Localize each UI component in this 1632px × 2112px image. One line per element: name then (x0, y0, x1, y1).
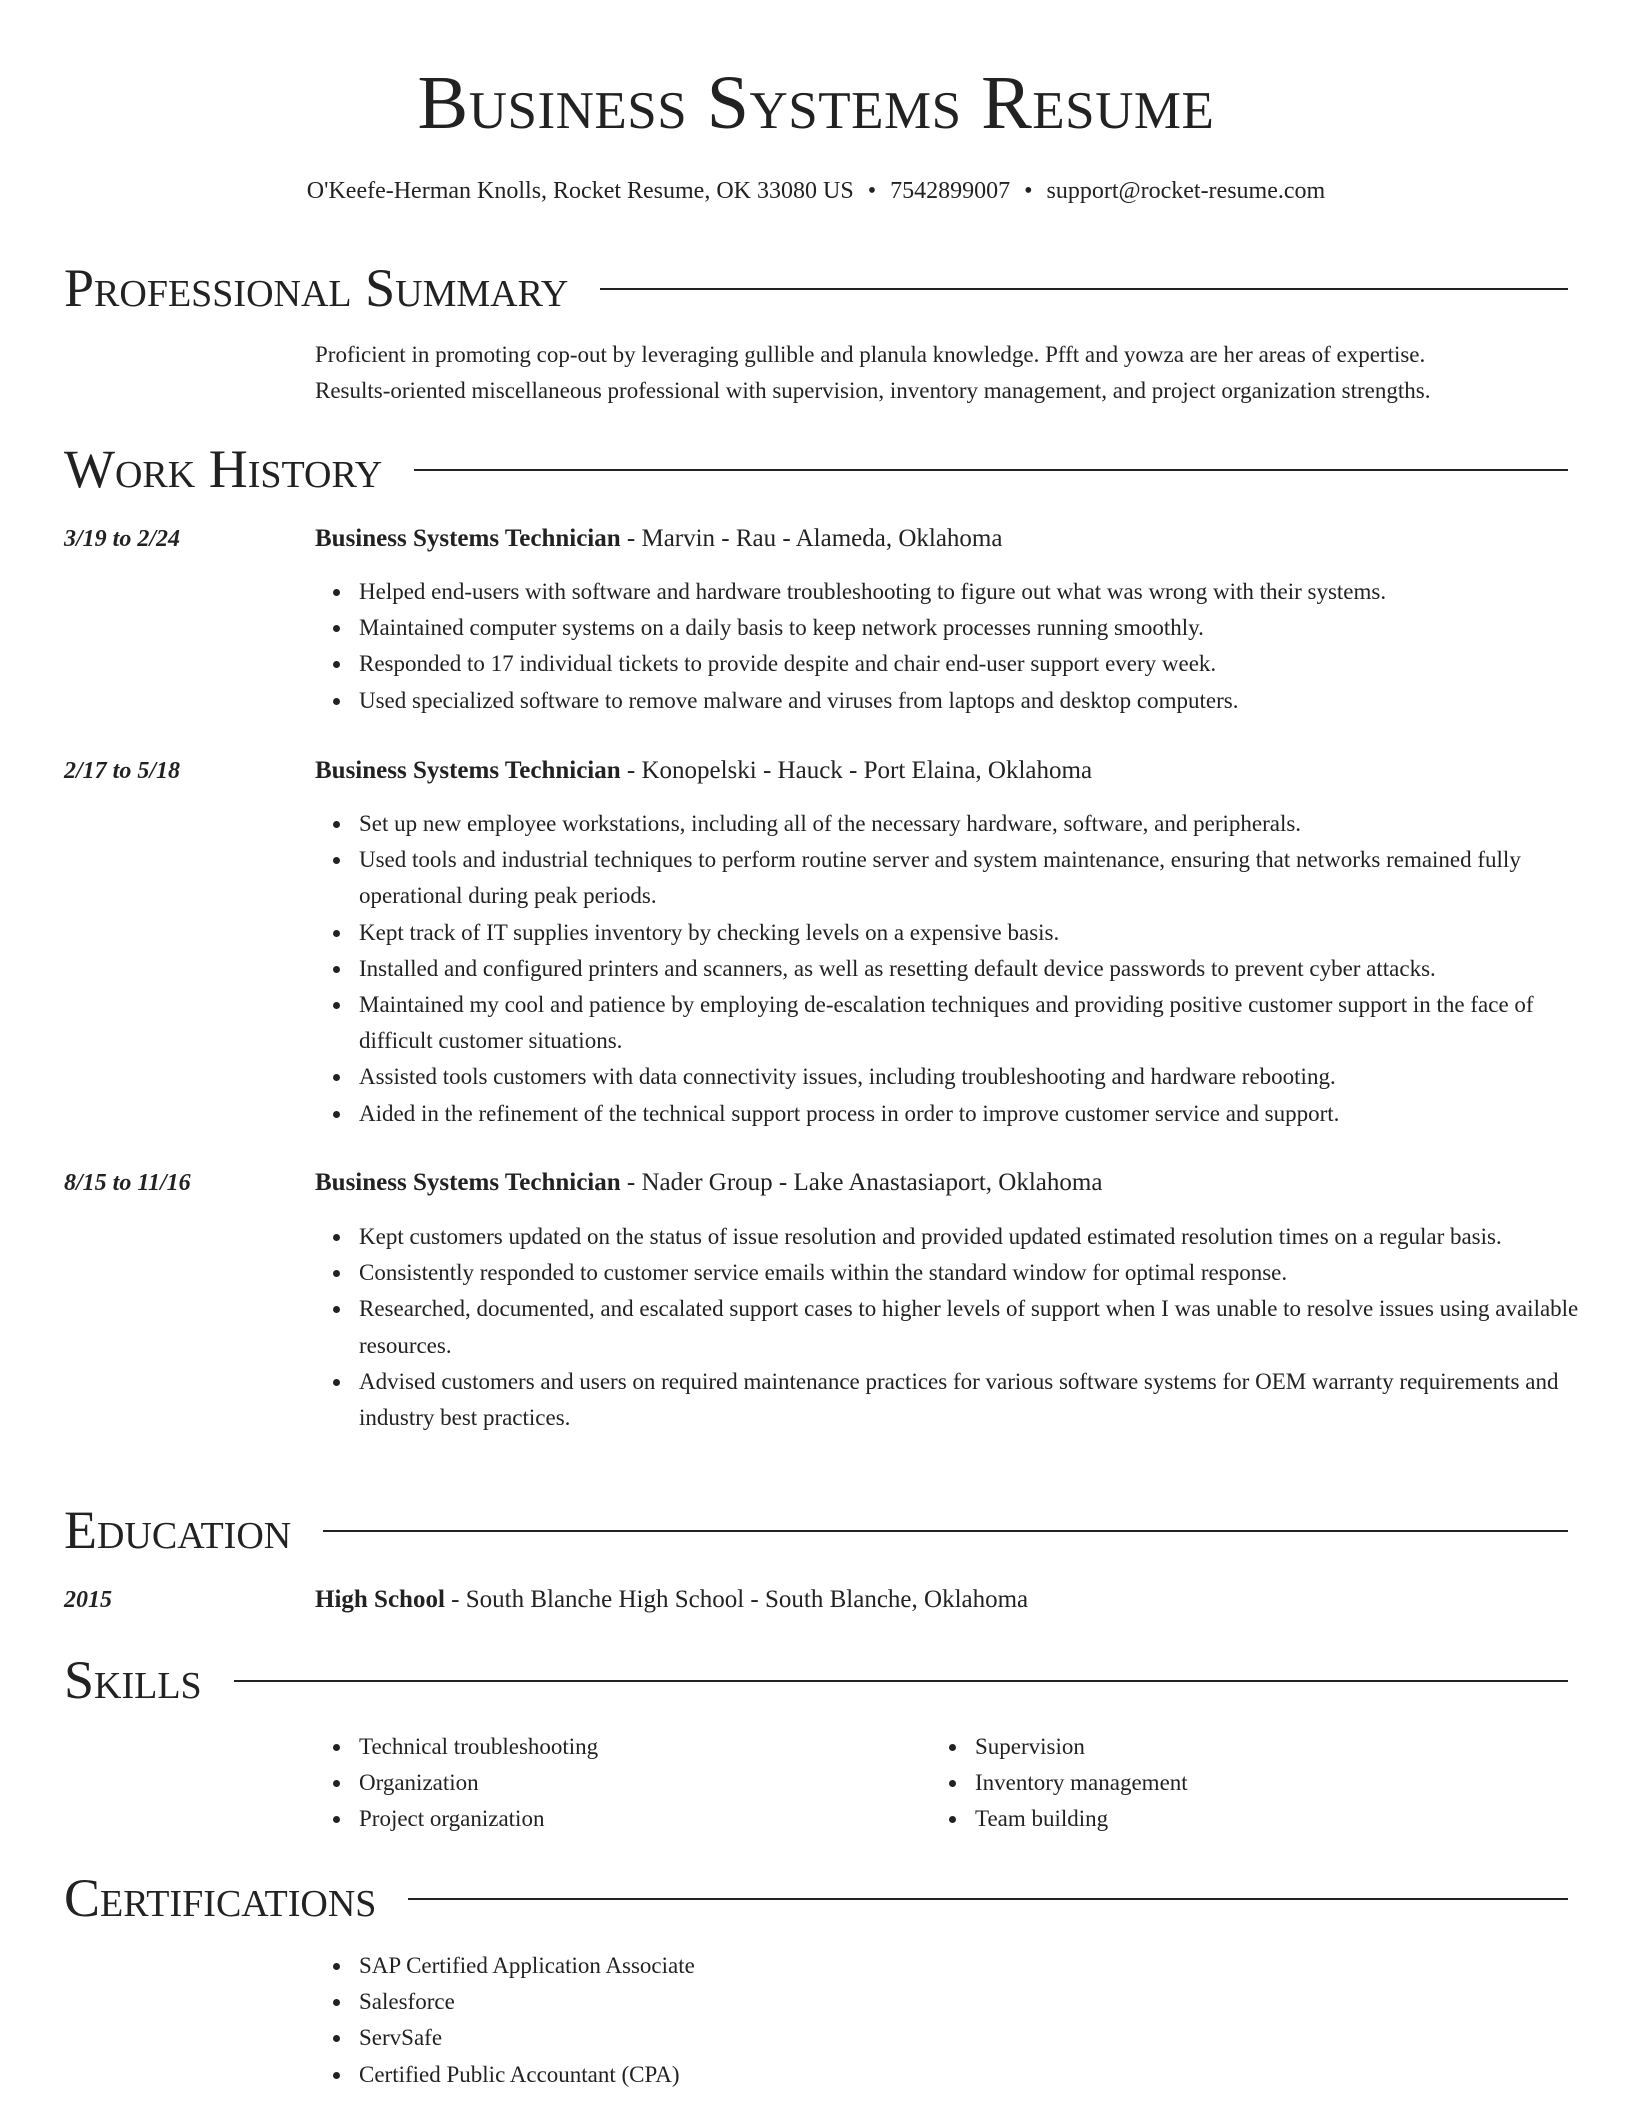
skill-item: Supervision (975, 1729, 1545, 1765)
job-heading (315, 753, 1568, 789)
summary-text (315, 337, 1568, 409)
job-bullet: Advised customers and users on required maintenance practices for various software systems for OEM warranty requirements and industry best practices. (359, 1364, 1612, 1436)
section-divider (600, 288, 1568, 290)
summary-line: Proficient in promoting cop-out by leveraging gullible and planula knowledge. Pfft and yowza are her areas of expertise. (315, 342, 1426, 367)
job-bullet: Helped end-users with software and hardware troubleshooting to figure out what was wrong with their systems. (359, 574, 1612, 610)
summary-line: Results-oriented miscellaneous professional with supervision, inventory management, and project organization strengths. (315, 378, 1431, 403)
contact-email: support@rocket-resume.com (1046, 178, 1326, 204)
section-heading-summary (64, 255, 1568, 321)
skill-item: Technical troubleshooting (359, 1729, 929, 1765)
education-year: 2015 (64, 1587, 112, 1613)
contact-separator: • (867, 178, 877, 204)
job-title: Business Systems Technician (315, 525, 621, 552)
job-title: Business Systems Technician (315, 1169, 621, 1196)
section-divider (408, 1898, 1568, 1900)
job-heading (315, 521, 1568, 557)
job-heading (315, 1165, 1568, 1201)
certifications-list (315, 1948, 1612, 2093)
section-divider (234, 1680, 1568, 1682)
education-entry (315, 1582, 1568, 1618)
job-dates: 2/17 to 5/18 (64, 758, 181, 784)
job-bullet: Maintained computer systems on a daily basis to keep network processes running smoothly. (359, 610, 1612, 646)
section-title: Professional Summary (64, 258, 569, 318)
section-heading-work (64, 436, 1568, 502)
job-employer: - Konopelski - Hauck - Port Elaina, Oklahoma (620, 757, 1093, 784)
skill-item: Team building (975, 1801, 1545, 1837)
contact-line (0, 174, 1632, 208)
job-bullet: Consistently responded to customer service emails within the standard window for optimal response. (359, 1255, 1612, 1291)
section-title: Certifications (64, 1868, 377, 1928)
job-bullets (315, 574, 1612, 719)
job-employer: - Nader Group - Lake Anastasiaport, Oklahoma (620, 1169, 1103, 1196)
section-title: Work History (64, 439, 383, 499)
job-employer: - Marvin - Rau - Alameda, Oklahoma (620, 525, 1003, 552)
job-bullet: Aided in the refinement of the technical support process in order to improve customer service and support. (359, 1096, 1612, 1132)
skill-item: Organization (359, 1765, 929, 1801)
certification-item: Salesforce (359, 1984, 1612, 2020)
section-title: Skills (64, 1650, 202, 1710)
job-bullet: Responded to 17 individual tickets to provide despite and chair end-user support every week. (359, 646, 1612, 682)
job-bullet: Maintained my cool and patience by employing de-escalation techniques and providing positive customer support in the face of difficult customer situations. (359, 987, 1612, 1059)
skill-item: Inventory management (975, 1765, 1545, 1801)
section-heading-skills (64, 1647, 1568, 1713)
skill-item: Project organization (359, 1801, 929, 1837)
job-bullet: Kept customers updated on the status of issue resolution and provided updated estimated resolution times on a regular basis. (359, 1219, 1612, 1255)
job-bullets (315, 1219, 1612, 1436)
job-title: Business Systems Technician (315, 757, 621, 784)
education-degree: High School (315, 1586, 445, 1613)
section-divider (323, 1530, 1568, 1532)
job-bullet: Kept track of IT supplies inventory by checking levels on a expensive basis. (359, 915, 1612, 951)
education-school: - South Blanche High School - South Blanche, Oklahoma (444, 1586, 1029, 1613)
section-heading-certifications (64, 1865, 1568, 1931)
certification-item: Certified Public Accountant (CPA) (359, 2057, 1612, 2093)
job-bullets (315, 806, 1612, 1132)
job-bullet: Used tools and industrial techniques to perform routine server and system maintenance, ensuring that networks remained fully operational during peak periods. (359, 842, 1612, 914)
contact-address: O'Keefe-Herman Knolls, Rocket Resume, OK 33080 US (306, 178, 854, 204)
section-heading-education (64, 1497, 1568, 1563)
contact-separator: • (1024, 178, 1033, 204)
job-dates: 3/19 to 2/24 (64, 526, 181, 552)
job-bullet: Installed and configured printers and scanners, as well as resetting default device passwords to prevent cyber attacks. (359, 951, 1612, 987)
job-bullet: Set up new employee workstations, including all of the necessary hardware, software, and peripherals. (359, 806, 1612, 842)
certification-item: SAP Certified Application Associate (359, 1948, 1612, 1984)
skills-list-right (931, 1729, 1545, 1838)
certification-item: ServSafe (359, 2020, 1612, 2056)
job-dates: 8/15 to 11/16 (64, 1170, 191, 1196)
resume-title: Business Systems Resume (417, 61, 1215, 145)
job-bullet: Assisted tools customers with data connectivity issues, including troubleshooting and hardware rebooting. (359, 1059, 1612, 1095)
job-bullet: Researched, documented, and escalated support cases to higher levels of support when I was unable to resolve issues using available resources. (359, 1291, 1612, 1363)
section-title: Education (64, 1500, 292, 1560)
skills-list-left (315, 1729, 929, 1838)
section-divider (414, 469, 1568, 471)
contact-phone: 7542899007 (890, 178, 1011, 204)
job-bullet: Used specialized software to remove malware and viruses from laptops and desktop computers. (359, 683, 1612, 719)
